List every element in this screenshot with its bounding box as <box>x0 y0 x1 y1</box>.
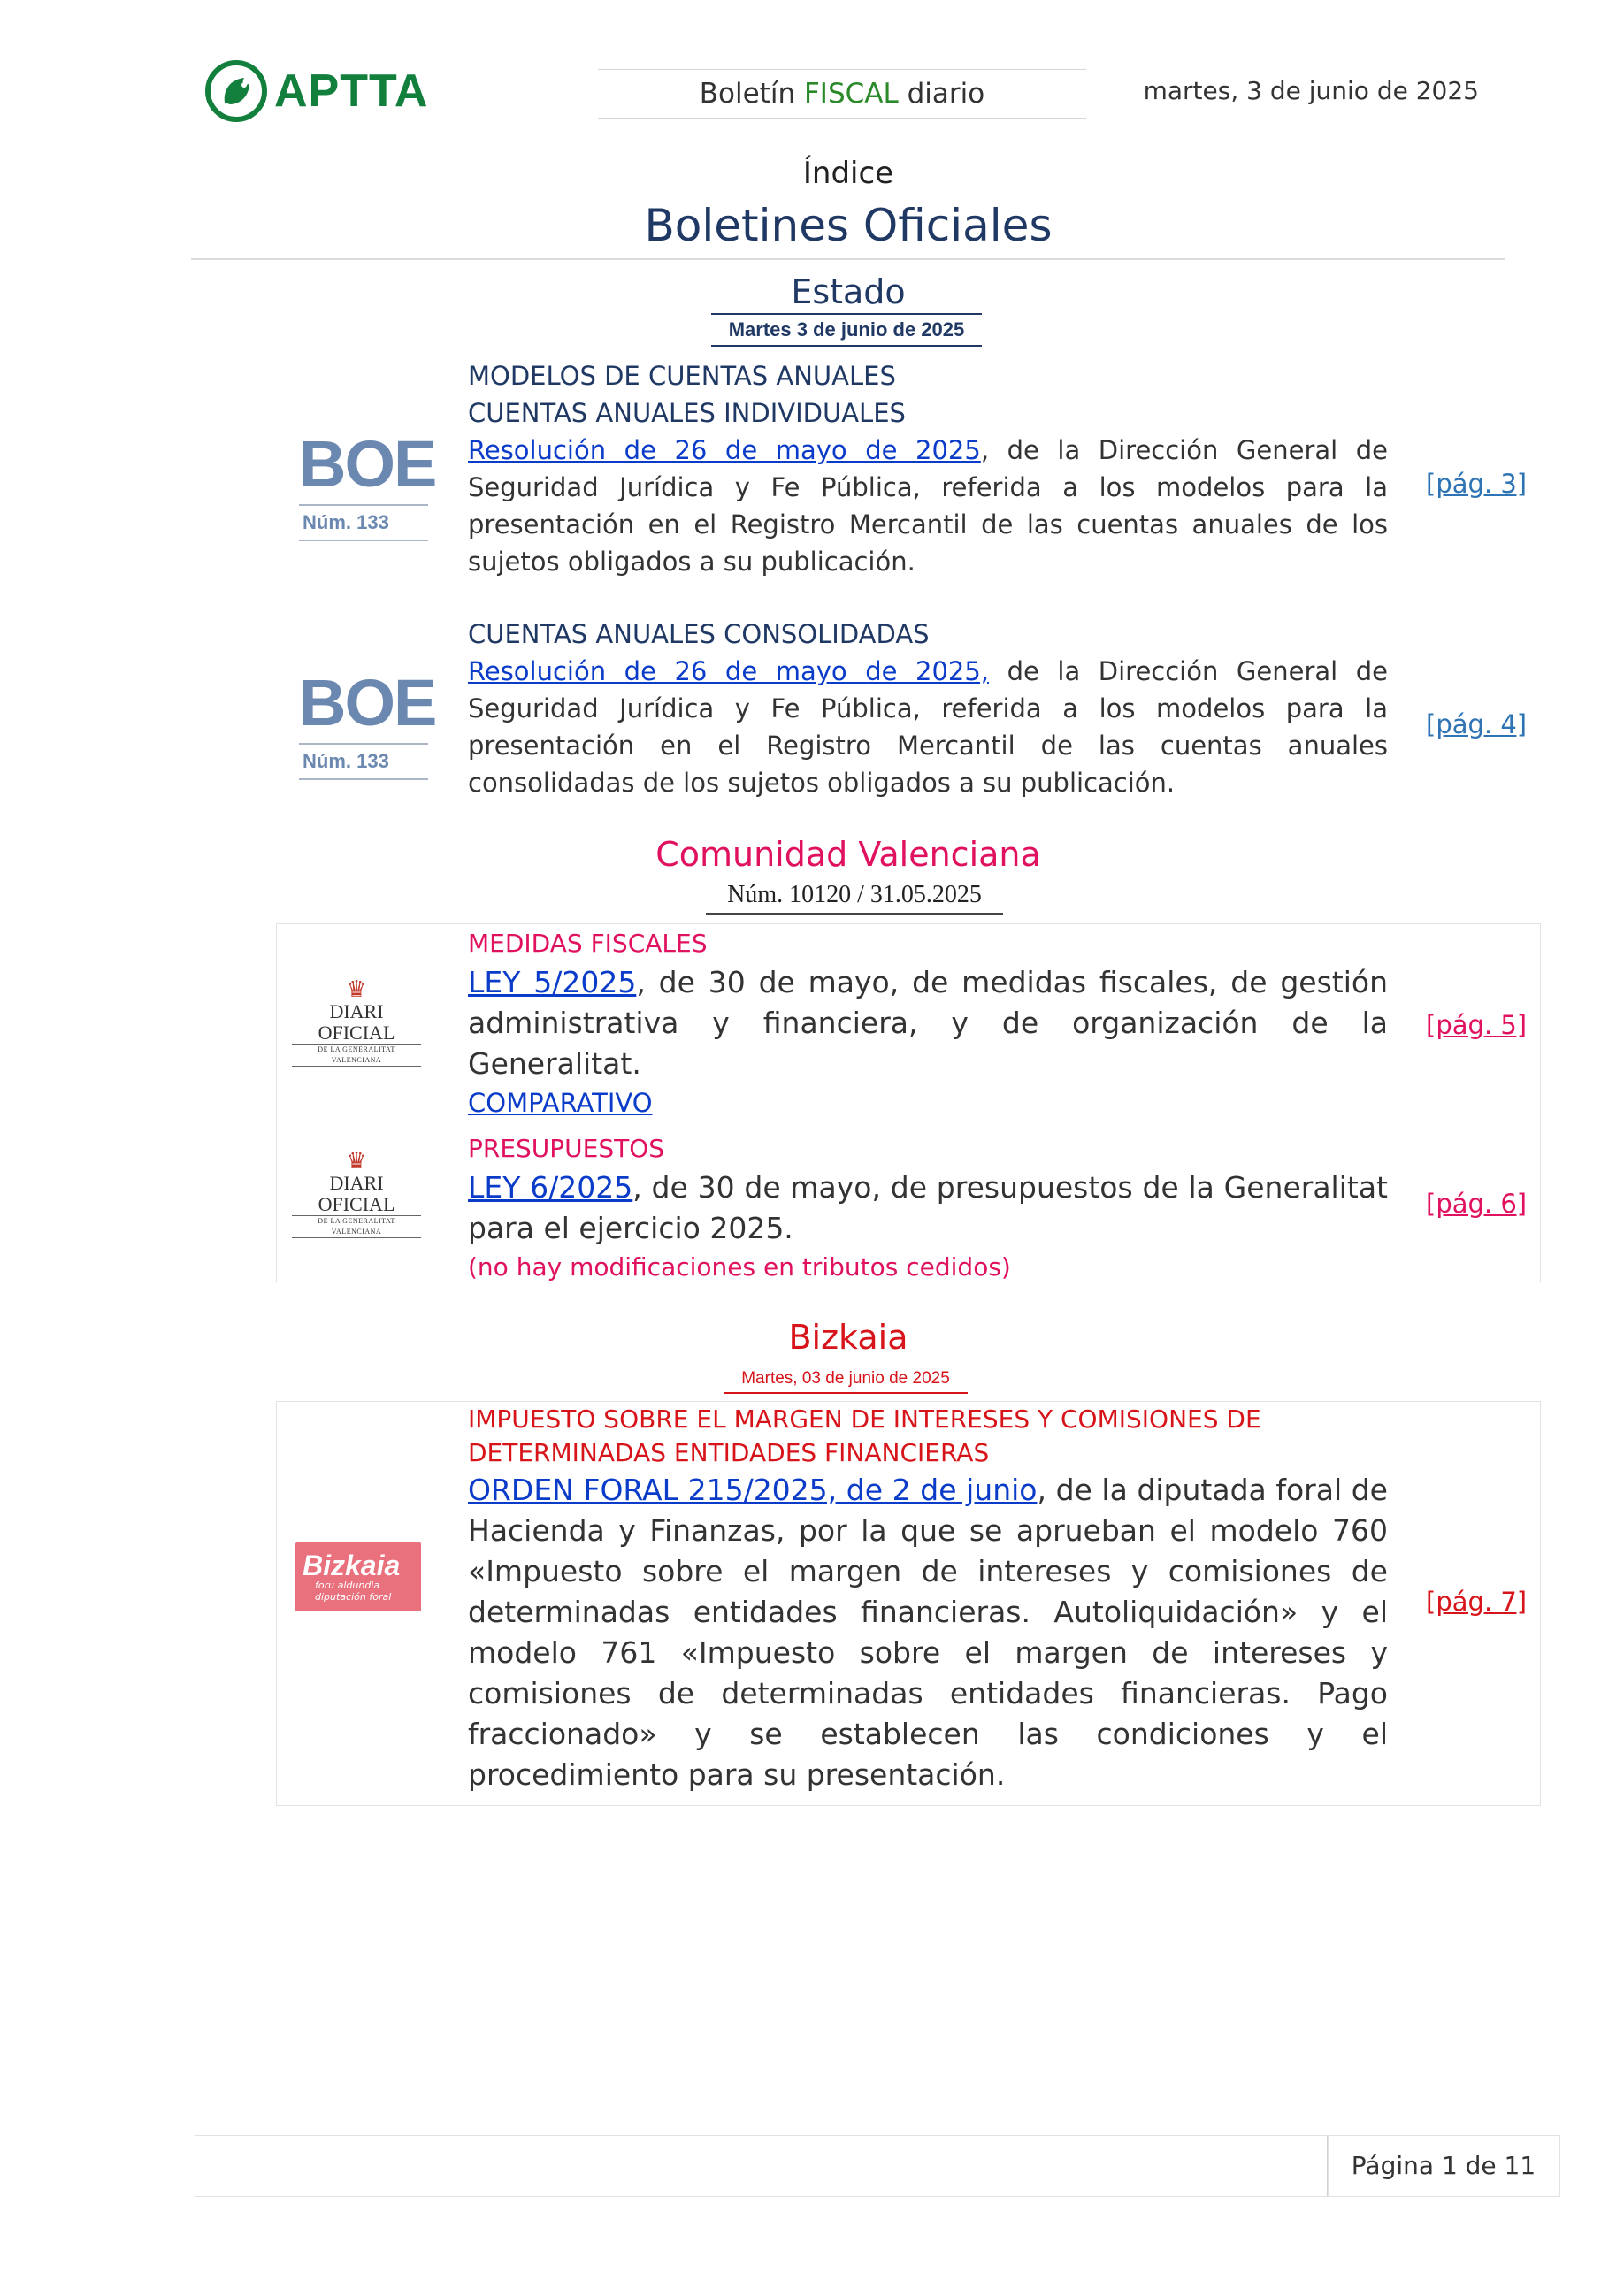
entry-category: MEDIDAS FISCALES <box>468 929 708 958</box>
generalitat-emblem-icon: ♛ <box>346 1148 367 1174</box>
bizkaia-logo: Bizkaia foru aldundia diputación foral <box>295 1542 421 1611</box>
law-link[interactable]: LEY 6/2025 <box>468 1170 633 1205</box>
index-title: Índice <box>802 156 894 191</box>
entry-category: CUENTAS ANUALES CONSOLIDADAS <box>468 619 930 649</box>
entry-boe-individuales: MODELOS DE CUENTAS ANUALES CUENTAS ANUALES INDIVIDUALES Resolución de 26 de mayo de 2025, de la Dirección General de Seguridad Jurídica y Fe Pública, referida a los modelos para la presentación en el Registro Mercantil de las cuentas anuales de los sujetos obligados a su publicación. <box>468 357 1388 580</box>
title-divider <box>191 258 1505 260</box>
page-link-6[interactable]: [pág. 6] <box>1426 1189 1528 1219</box>
law-link[interactable]: LEY 5/2025 <box>468 965 637 999</box>
page-number: Página 1 de 11 <box>1327 2135 1560 2197</box>
dogv-logo: ♛ DIARI OFICIAL DE LA GENERALITAT VALENCIANA <box>292 978 421 1067</box>
page-title: Boletines Oficiales <box>644 200 1053 251</box>
section-date-estado: Martes 3 de junio de 2025 <box>711 313 982 347</box>
section-number-valenciana: Núm. 10120 / 31.05.2025 <box>706 877 1003 915</box>
group-title: MODELOS DE CUENTAS ANUALES <box>468 361 896 391</box>
comparativo-link[interactable]: COMPARATIVO <box>468 1088 653 1118</box>
resolution-link[interactable]: Resolución de 26 de mayo de 2025, <box>468 656 990 686</box>
page-link-4[interactable]: [pág. 4] <box>1426 709 1528 739</box>
resolution-link[interactable]: Resolución de 26 de mayo de 2025 <box>468 435 981 465</box>
generalitat-emblem-icon: ♛ <box>346 976 367 1002</box>
entry-note: (no hay modificaciones en tributos cedidos) <box>468 1252 1011 1282</box>
orden-foral-link[interactable]: ORDEN FORAL 215/2025, de 2 de junio <box>468 1473 1038 1507</box>
footer-box <box>195 2135 1329 2197</box>
boe-logo: BOE Núm. 133 <box>299 432 428 541</box>
entry-ley-5-2025: MEDIDAS FISCALES LEY 5/2025, de 30 de mayo, de medidas fiscales, de gestión administrativa y financiera, y de organización de la Generalitat. COMPARATIVO <box>468 925 1388 1121</box>
entry-boe-consolidadas: CUENTAS ANUALES CONSOLIDADAS Resolución de 26 de mayo de 2025, de la Dirección General de Seguridad Jurídica y Fe Pública, referida a los modelos para la presentación en el Registro Mercantil de las cuentas anuales consolidadas de los sujetos obligados a su publicación. <box>468 616 1388 801</box>
aptta-logo <box>205 58 462 124</box>
section-title-bizkaia: Bizkaia <box>788 1318 908 1357</box>
entry-orden-foral-215-2025: IMPUESTO SOBRE EL MARGEN DE INTERESES Y COMISIONES DE DETERMINADAS ENTIDADES FINANCIERAS ORDEN FORAL 215/2025, de 2 de junio, de la diputada foral de Hacienda y Finanzas, por la que se aprueban el modelo 760 «Impuesto sobre el margen de intereses y comisiones de determinadas entidades financieras. Autoliquidación» y el modelo 761 «Impuesto sobre el margen de intereses y comisiones de determinadas entidades financieras. Pago fraccionado» y se establecen las condiciones y el procedimiento para su presentación. <box>468 1404 1388 1792</box>
header-date: martes, 3 de junio de 2025 <box>1143 76 1479 105</box>
section-date-bizkaia: Martes, 03 de junio de 2025 <box>724 1366 968 1394</box>
aptta-emblem-icon <box>205 60 267 122</box>
page-link-7[interactable]: [pág. 7] <box>1426 1587 1528 1617</box>
page-link-5[interactable]: [pág. 5] <box>1426 1010 1528 1040</box>
entry-category: CUENTAS ANUALES INDIVIDUALES <box>468 398 906 428</box>
entry-ley-6-2025: PRESUPUESTOS LEY 6/2025, de 30 de mayo, de presupuestos de la Generalitat para el ejercicio 2025. (no hay modificaciones en tributos cedidos) <box>468 1130 1388 1286</box>
entry-category: IMPUESTO SOBRE EL MARGEN DE INTERESES Y COMISIONES DE DETERMINADAS ENTIDADES FINANCIERAS <box>468 1404 1261 1467</box>
entry-category: PRESUPUESTOS <box>468 1134 665 1163</box>
page-link-3[interactable]: [pág. 3] <box>1426 469 1528 499</box>
dogv-logo: ♛ DIARI OFICIAL DE LA GENERALITAT VALENCIANA <box>292 1150 421 1238</box>
bulletin-title: Boletín FISCAL diario <box>598 69 1086 119</box>
section-title-estado: Estado <box>791 272 906 311</box>
section-title-valenciana: Comunidad Valenciana <box>655 835 1041 874</box>
boe-logo: BOE Núm. 133 <box>299 670 428 780</box>
aptta-logo-text: APTTA <box>274 65 429 117</box>
